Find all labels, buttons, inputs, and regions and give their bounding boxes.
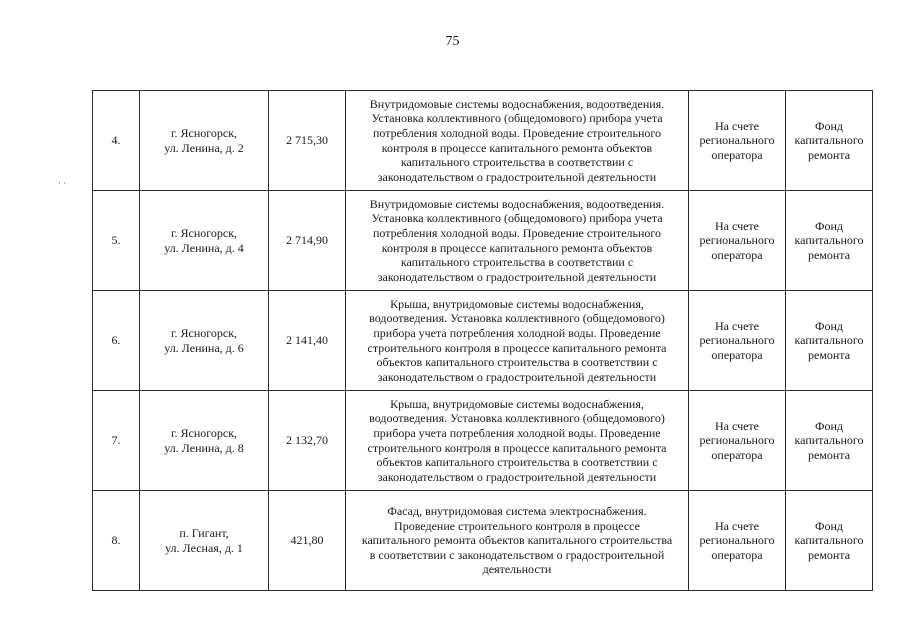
funding-method-line: оператора [711,347,763,362]
table-row [93,491,873,591]
funding-method [689,491,786,591]
funding-source [786,491,873,591]
works-table [92,90,873,591]
works-line: законодательством о градостроительной деятельности [377,469,657,484]
funding-source [786,291,873,391]
funding-source-line: ремонта [807,347,851,362]
works-line: строительного контроля в процессе капитального ремонта [367,340,667,355]
works-line: Проведение строительного контроля в процессе [394,518,640,533]
works-description [346,391,689,491]
area-value: 2 714,90 [269,191,346,291]
works-line: строительного контроля в процессе капитального ремонта [367,440,667,455]
works-line: в соответствии с законодательством о градостроительной [369,547,665,562]
works-line: Установка коллективного (общедомового) прибора учета [371,111,663,126]
funding-source-line: Фонд [814,318,843,333]
works-line: Внутридомовые системы водоснабжения, водоотведения. [369,196,665,211]
works-description [346,191,689,291]
funding-source [786,191,873,291]
funding-method-line: регионального [699,233,775,248]
table-row [93,391,873,491]
row-number: 4. [93,91,140,191]
funding-method-line: оператора [711,247,763,262]
funding-method-line: На счете [714,518,759,533]
works-description [346,291,689,391]
page-number: 75 [445,34,460,49]
works-line: прибора учета потребления холодной воды. Проведение [373,325,661,340]
works-line: законодательством о градостроительной деятельности [377,269,657,284]
table-row [93,191,873,291]
address-line: п. Гигант, [179,525,229,540]
address-line: г. Ясногорск, [170,425,238,440]
works-line: Крыша, внутридомовые системы водоснабжения, [390,296,644,311]
funding-source-line: ремонта [807,447,851,462]
funding-source-line: Фонд [814,518,843,533]
works-line: Внутридомовые системы водоснабжения, водоотведения. [369,96,665,111]
works-line: деятельности [482,562,552,577]
address-cell [140,91,269,191]
funding-method [689,391,786,491]
funding-method-line: оператора [711,147,763,162]
works-line: Установка коллективного (общедомового) прибора учета [371,211,663,226]
address-line: г. Ясногорск, [170,225,238,240]
table-row [93,91,873,191]
funding-source-line: капитального [794,333,864,348]
funding-method-line: На счете [714,318,759,333]
works-line: объектов капитального строительства в соответствии с [376,355,658,370]
funding-source-line: ремонта [807,547,851,562]
row-number: 5. [93,191,140,291]
works-line: прибора учета потребления холодной воды. Проведение [373,425,661,440]
works-line: законодательством о градостроительной деятельности [377,169,657,184]
works-line: контроля в процессе капитального ремонта объектов [381,140,653,155]
funding-method-line: На счете [714,118,759,133]
funding-method-line: регионального [699,433,775,448]
works-line: водоотведения. Установка коллективного (общедомового) [369,311,665,326]
works-line: потребления холодной воды. Проведение строительного [372,225,662,240]
address-line: ул. Лесная, д. 1 [165,540,243,555]
funding-method-line: регионального [699,333,775,348]
funding-method-line: На счете [714,218,759,233]
funding-source-line: капитального [794,533,864,548]
area-value: 2 715,30 [269,91,346,191]
works-description [346,491,689,591]
funding-source-line: капитального [794,133,864,148]
address-cell [140,191,269,291]
area-value: 421,80 [269,491,346,591]
works-line: объектов капитального строительства в соответствии с [376,455,658,470]
funding-method [689,191,786,291]
row-number: 8. [93,491,140,591]
funding-source-line: Фонд [814,118,843,133]
table-row [93,291,873,391]
address-cell [140,391,269,491]
funding-source-line: капитального [794,433,864,448]
funding-method-line: регионального [699,533,775,548]
row-number: 7. [93,391,140,491]
works-description [346,91,689,191]
funding-source-line: ремонта [807,147,851,162]
funding-source-line: капитального [794,233,864,248]
address-cell [140,491,269,591]
funding-method [689,91,786,191]
works-line: капитального ремонта объектов капитального строительства [361,533,673,548]
works-line: капитального строительства в соответствии с [400,155,634,170]
funding-source-line: Фонд [814,218,843,233]
address-line: ул. Ленина, д. 4 [164,240,244,255]
funding-source-line: ремонта [807,247,851,262]
works-line: контроля в процессе капитального ремонта объектов [381,240,653,255]
address-line: г. Ясногорск, [170,325,238,340]
area-value: 2 141,40 [269,291,346,391]
funding-source [786,391,873,491]
row-number: 6. [93,291,140,391]
funding-method-line: На счете [714,418,759,433]
funding-source-line: Фонд [814,418,843,433]
funding-method-line: оператора [711,547,763,562]
scan-marks: · · [58,178,67,188]
address-cell [140,291,269,391]
area-value: 2 132,70 [269,391,346,491]
works-line: капитального строительства в соответствии с [400,255,634,270]
address-line: г. Ясногорск, [170,125,238,140]
address-line: ул. Ленина, д. 8 [164,440,244,455]
funding-method-line: регионального [699,133,775,148]
works-line: законодательством о градостроительной деятельности [377,369,657,384]
funding-method-line: оператора [711,447,763,462]
funding-source [786,91,873,191]
works-table-body [93,91,873,591]
funding-method [689,291,786,391]
works-line: водоотведения. Установка коллективного (общедомового) [369,411,665,426]
address-line: ул. Ленина, д. 6 [164,340,244,355]
address-line: ул. Ленина, д. 2 [164,140,244,155]
works-line: Фасад, внутридомовая система электроснабжения. [387,504,647,519]
works-line: потребления холодной воды. Проведение строительного [372,125,662,140]
works-line: Крыша, внутридомовые системы водоснабжения, [390,396,644,411]
